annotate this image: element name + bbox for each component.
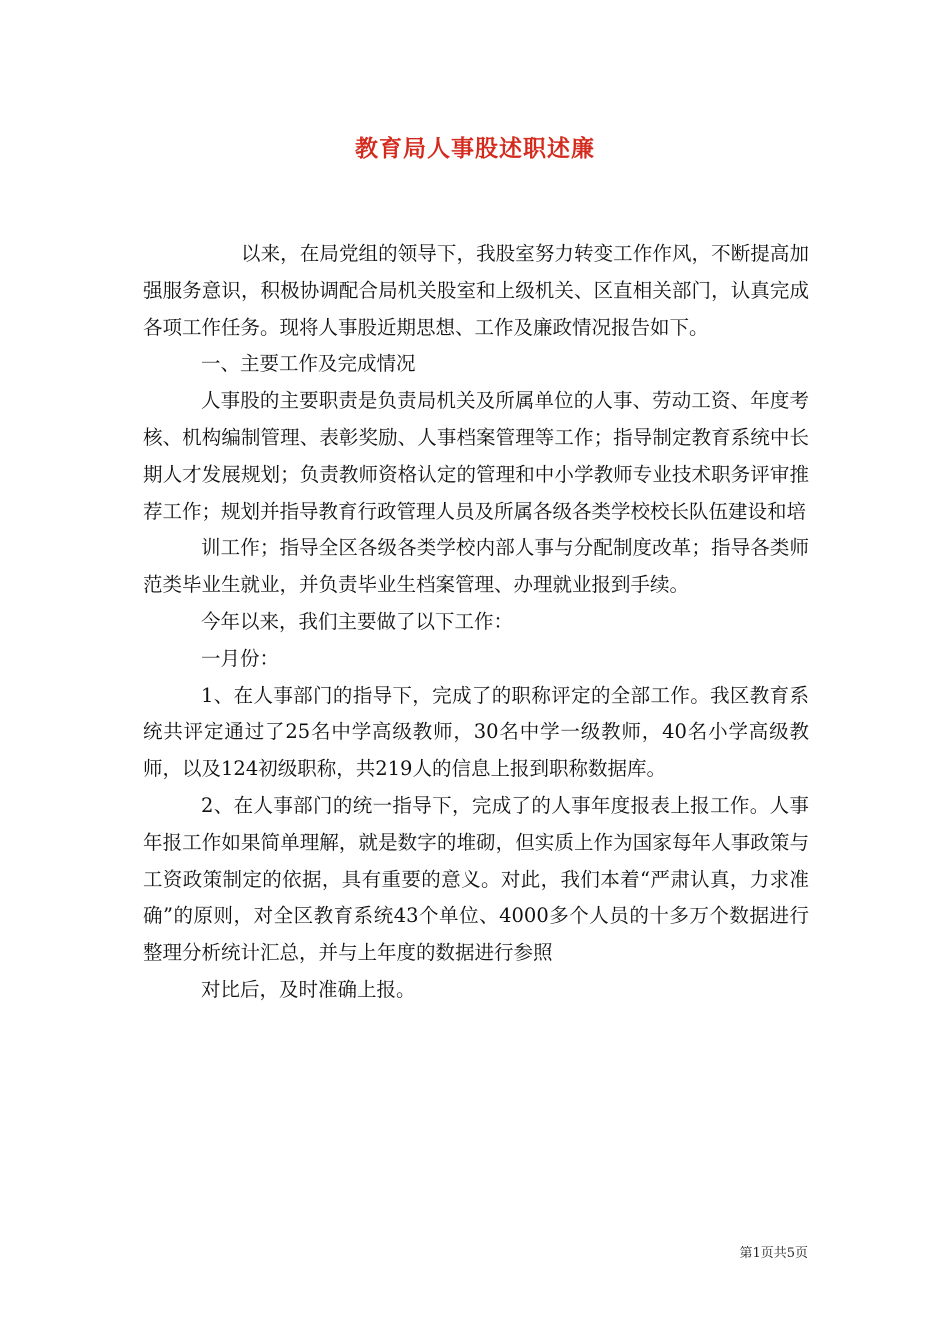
intro-paragraph: 以来，在局党组的领导下，我股室努力转变工作作风，不断提高加强服务意识，积极协调配合局机关股室和上级机关、区直相关部门，认真完成各项工作任务。现将人事股近期思想、工作及廉政情况报告如下。 [143,242,809,339]
month-heading: 一月份： [201,646,280,670]
item-2-continued-paragraph: 对比后，及时准确上报。 [201,977,416,1001]
work-intro-paragraph: 今年以来，我们主要做了以下工作： [201,609,514,633]
page-number-footer: 第1页共5页 [739,1246,808,1261]
section-heading: 一、主要工作及完成情况 [201,352,416,376]
item-1-paragraph: 1、在人事部门的指导下，完成了的职称评定的全部工作。我区教育系统共评定通过了25名中学高级教师，30名中学一级教师，40名小学高级教师，以及124初级职称，共219人的信息上报到职称数据库。 [143,683,809,781]
item-2-paragraph: 2、在人事部门的统一指导下，完成了的人事年度报表上报工作。人事年报工作如果简单理解，就是数字的堆砌，但实质上作为国家每年人事政策与工资政策制定的依据，具有重要的意义。对此，我们本着“严肃认真，力求准确”的原则，对全区教育系统43个单位、4000多个人员的十多万个数据进行整理分析统计汇总，并与上年度的数据进行参照 [143,793,809,965]
duties-continued-paragraph: 训工作；指导全区各级各类学校内部人事与分配制度改革；指导各类师范类毕业生就业，并负责毕业生档案管理、办理就业报到手续。 [143,536,809,597]
duties-paragraph: 人事股的主要职责是负责局机关及所属单位的人事、劳动工资、年度考核、机构编制管理、表彰奖励、人事档案管理等工作；指导制定教育系统中长期人才发展规划；负责教师资格认定的管理和中小学教师专业技术职务评审推荐工作；规划并指导教育行政管理人员及所属各级各类学校校长队伍建设和培 [143,389,809,523]
document-body [143,236,809,1009]
document-title: 教育局人事股述职述廉 [355,135,595,162]
